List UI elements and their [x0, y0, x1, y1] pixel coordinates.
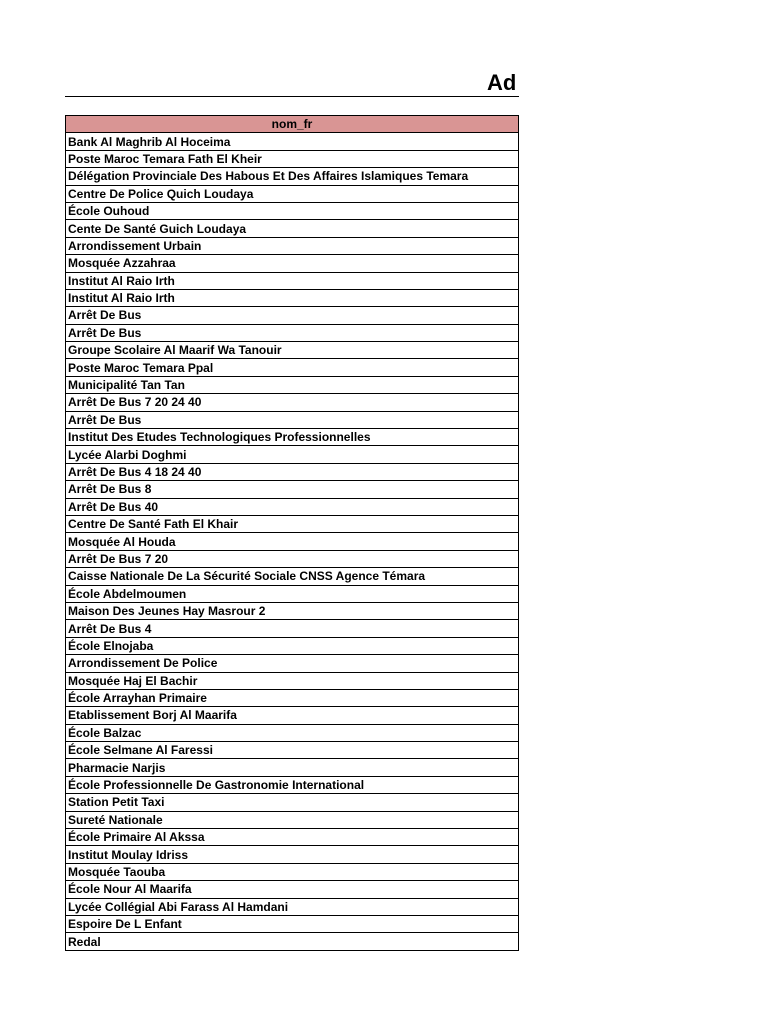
- table-cell-nom-fr[interactable]: Arrêt De Bus: [66, 307, 519, 324]
- table-body: [66, 133, 519, 950]
- table-row: [66, 846, 519, 863]
- table-cell-nom-fr[interactable]: Mosquée Haj El Bachir: [66, 672, 519, 689]
- table-cell-nom-fr[interactable]: École Primaire Al Akssa: [66, 829, 519, 846]
- table-cell-nom-fr[interactable]: Centre De Police Quich Loudaya: [66, 185, 519, 202]
- table-header-row: [66, 116, 519, 133]
- table-cell-nom-fr[interactable]: Maison Des Jeunes Hay Masrour 2: [66, 602, 519, 619]
- table-cell-nom-fr[interactable]: Arrêt De Bus 40: [66, 498, 519, 515]
- table-row: [66, 463, 519, 480]
- table-row: [66, 446, 519, 463]
- table-row: [66, 811, 519, 828]
- table-row: [66, 689, 519, 706]
- table-cell-nom-fr[interactable]: Lycée Collégial Abi Farass Al Hamdani: [66, 898, 519, 915]
- table-row: [66, 776, 519, 793]
- table-cell-nom-fr[interactable]: École Arrayhan Primaire: [66, 689, 519, 706]
- table-cell-nom-fr[interactable]: Station Petit Taxi: [66, 794, 519, 811]
- table-row: [66, 289, 519, 306]
- table-cell-nom-fr[interactable]: Institut Moulay Idriss: [66, 846, 519, 863]
- table-row: [66, 585, 519, 602]
- table-row: [66, 933, 519, 950]
- table-row: [66, 394, 519, 411]
- table-row: [66, 533, 519, 550]
- table-cell-nom-fr[interactable]: Arrêt De Bus 4: [66, 620, 519, 637]
- table-row: [66, 359, 519, 376]
- table-cell-nom-fr[interactable]: Délégation Provinciale Des Habous Et Des Affaires Islamiques Temara: [66, 168, 519, 185]
- table-cell-nom-fr[interactable]: Institut Des Etudes Technologiques Professionnelles: [66, 429, 519, 446]
- table-cell-nom-fr[interactable]: Arrondissement De Police: [66, 655, 519, 672]
- table-row: [66, 881, 519, 898]
- table-row: [66, 637, 519, 654]
- table-row: [66, 185, 519, 202]
- table-row: [66, 307, 519, 324]
- table-cell-nom-fr[interactable]: Espoire De L Enfant: [66, 915, 519, 932]
- table-cell-nom-fr[interactable]: École Nour Al Maarifa: [66, 881, 519, 898]
- table-row: [66, 915, 519, 932]
- table-cell-nom-fr[interactable]: Centre De Santé Fath El Khair: [66, 515, 519, 532]
- table-cell-nom-fr[interactable]: Arrêt De Bus 8: [66, 481, 519, 498]
- table-row: [66, 550, 519, 567]
- table-cell-nom-fr[interactable]: Arrêt De Bus 4 18 24 40: [66, 463, 519, 480]
- table-row: [66, 829, 519, 846]
- table-cell-nom-fr[interactable]: Mosquée Taouba: [66, 863, 519, 880]
- table-row: [66, 568, 519, 585]
- table-cell-nom-fr[interactable]: Poste Maroc Temara Fath El Kheir: [66, 150, 519, 167]
- table-cell-nom-fr[interactable]: Arrêt De Bus 7 20 24 40: [66, 394, 519, 411]
- table-row: [66, 724, 519, 741]
- table-row: [66, 220, 519, 237]
- title-divider: [65, 96, 519, 97]
- table-row: [66, 411, 519, 428]
- table-row: [66, 150, 519, 167]
- table-cell-nom-fr[interactable]: Redal: [66, 933, 519, 950]
- table-row: [66, 376, 519, 393]
- table-row: [66, 168, 519, 185]
- table-row: [66, 515, 519, 532]
- table-cell-nom-fr[interactable]: Arrêt De Bus 7 20: [66, 550, 519, 567]
- table-cell-nom-fr[interactable]: Arrêt De Bus: [66, 324, 519, 341]
- table-cell-nom-fr[interactable]: Institut Al Raio Irth: [66, 289, 519, 306]
- table-cell-nom-fr[interactable]: Lycée Alarbi Doghmi: [66, 446, 519, 463]
- table-cell-nom-fr[interactable]: Arrondissement Urbain: [66, 237, 519, 254]
- table-cell-nom-fr[interactable]: École Elnojaba: [66, 637, 519, 654]
- table-row: [66, 672, 519, 689]
- table-cell-nom-fr[interactable]: Bank Al Maghrib Al Hoceima: [66, 133, 519, 150]
- table-cell-nom-fr[interactable]: Mosquée Al Houda: [66, 533, 519, 550]
- table-cell-nom-fr[interactable]: Arrêt De Bus: [66, 411, 519, 428]
- table-cell-nom-fr[interactable]: École Professionnelle De Gastronomie International: [66, 776, 519, 793]
- table-row: [66, 324, 519, 341]
- table-cell-nom-fr[interactable]: Cente De Santé Guich Loudaya: [66, 220, 519, 237]
- table-cell-nom-fr[interactable]: École Selmane Al Faressi: [66, 742, 519, 759]
- table-row: [66, 202, 519, 219]
- table-row: [66, 759, 519, 776]
- table-cell-nom-fr[interactable]: Pharmacie Narjis: [66, 759, 519, 776]
- table-row: [66, 481, 519, 498]
- table-row: [66, 794, 519, 811]
- table-row: [66, 655, 519, 672]
- table-cell-nom-fr[interactable]: Caisse Nationale De La Sécurité Sociale CNSS Agence Témara: [66, 568, 519, 585]
- table-row: [66, 602, 519, 619]
- data-table: [65, 115, 519, 951]
- table-row: [66, 863, 519, 880]
- table-cell-nom-fr[interactable]: Mosquée Azzahraa: [66, 255, 519, 272]
- table-row: [66, 498, 519, 515]
- table-row: [66, 237, 519, 254]
- table-cell-nom-fr[interactable]: Sureté Nationale: [66, 811, 519, 828]
- page-title: Ad: [487, 70, 517, 95]
- table-row: [66, 429, 519, 446]
- table-cell-nom-fr[interactable]: École Balzac: [66, 724, 519, 741]
- table-row: [66, 342, 519, 359]
- table-row: [66, 620, 519, 637]
- table-row: [66, 898, 519, 915]
- table-cell-nom-fr[interactable]: Poste Maroc Temara Ppal: [66, 359, 519, 376]
- table-cell-nom-fr[interactable]: Etablissement Borj Al Maarifa: [66, 707, 519, 724]
- table-cell-nom-fr[interactable]: École Abdelmoumen: [66, 585, 519, 602]
- table-cell-nom-fr[interactable]: École Ouhoud: [66, 202, 519, 219]
- table-row: [66, 272, 519, 289]
- table-cell-nom-fr[interactable]: Institut Al Raio Irth: [66, 272, 519, 289]
- table-row: [66, 742, 519, 759]
- table-row: [66, 707, 519, 724]
- table-cell-nom-fr[interactable]: Municipalité Tan Tan: [66, 376, 519, 393]
- table-row: [66, 255, 519, 272]
- column-header-nom-fr[interactable]: nom_fr: [66, 116, 519, 133]
- table-row: [66, 133, 519, 150]
- table-cell-nom-fr[interactable]: Groupe Scolaire Al Maarif Wa Tanouir: [66, 342, 519, 359]
